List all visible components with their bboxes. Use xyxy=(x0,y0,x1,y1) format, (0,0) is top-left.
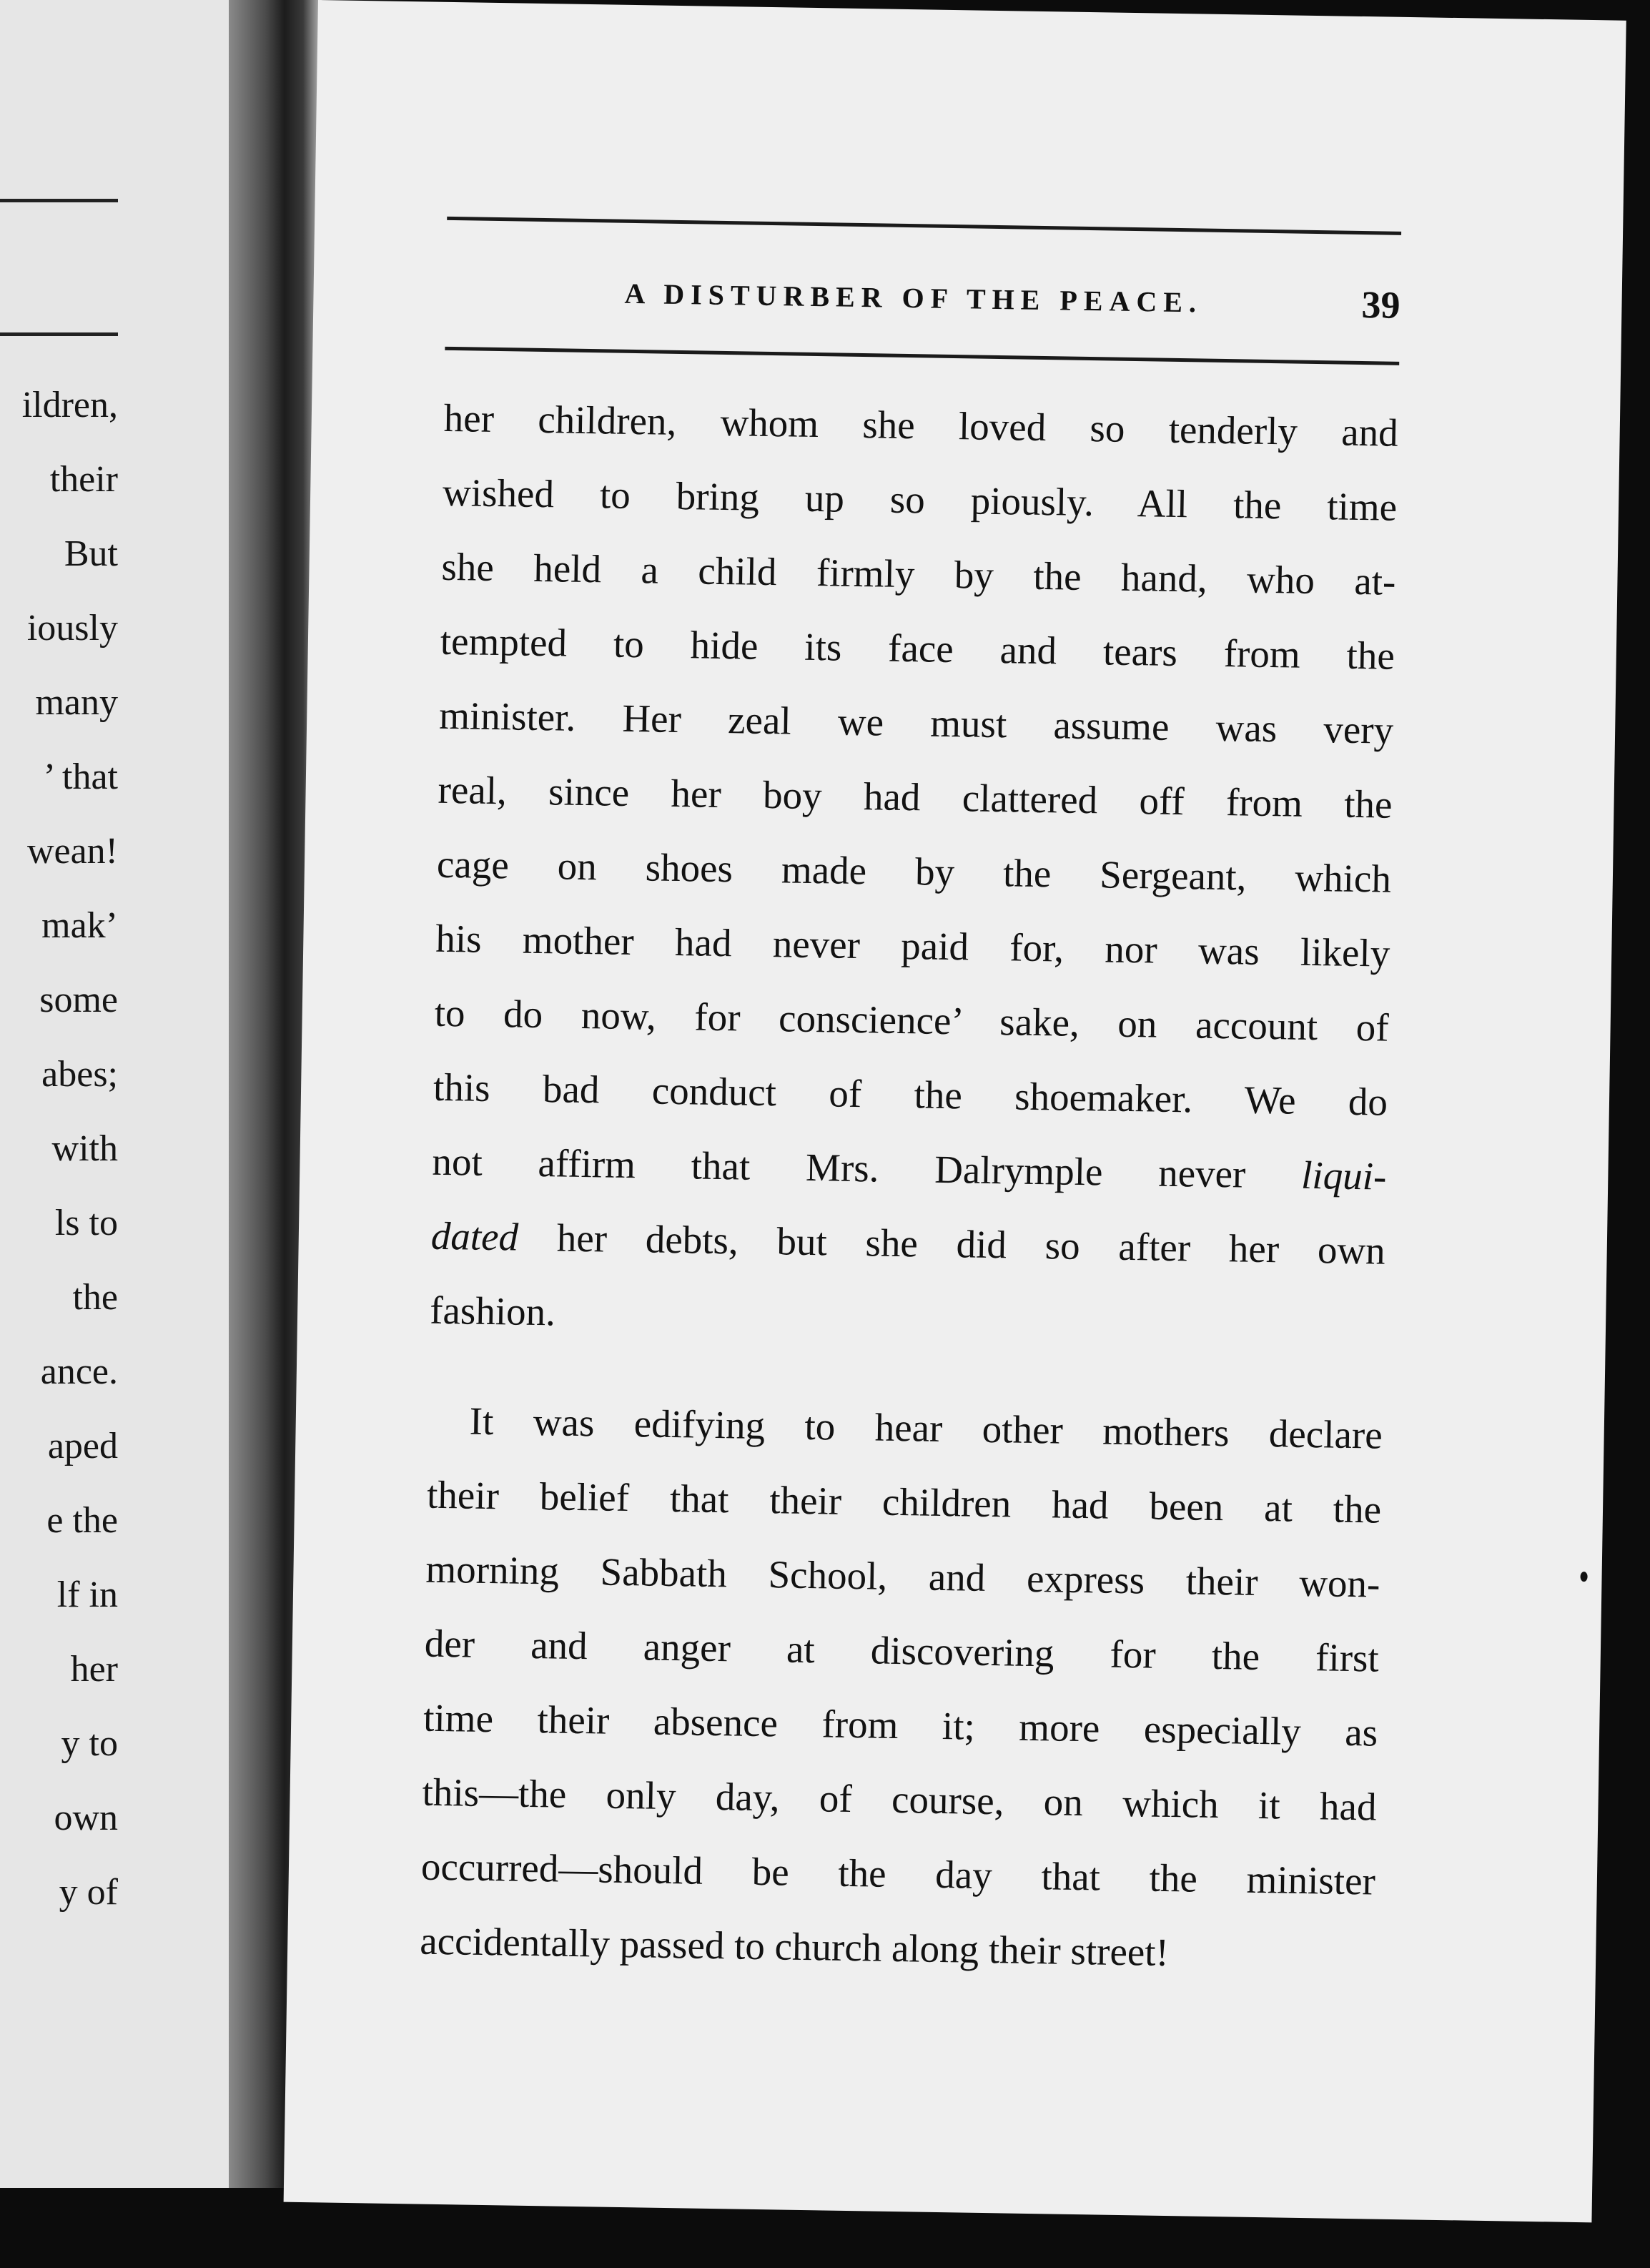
left-line: But xyxy=(64,533,118,574)
header-bottom-rule xyxy=(445,347,1399,365)
left-facing-page xyxy=(0,0,236,2188)
left-line: iously xyxy=(26,608,118,649)
paragraph-1-line: dated her debts, but she did so after her own xyxy=(430,1213,1386,1273)
paragraph-1-line: minister. Her zeal we must assume was very xyxy=(438,693,1394,752)
left-line: mak’ xyxy=(41,905,118,946)
left-line: the xyxy=(72,1277,118,1318)
left-line: ildren, xyxy=(21,385,118,425)
left-line: y of xyxy=(59,1872,118,1913)
paragraph-2-line: this—the only day, of course, on which it had xyxy=(422,1770,1377,1829)
left-page-top-rule xyxy=(0,199,118,202)
left-line: e the xyxy=(46,1500,118,1541)
left-line: aped xyxy=(47,1426,118,1466)
paragraph-2-line: It was edifying to hear other mothers declare xyxy=(469,1399,1383,1457)
left-line: ’ that xyxy=(43,756,118,797)
left-line: their xyxy=(49,459,118,500)
left-line: ls to xyxy=(54,1203,118,1243)
left-line: some xyxy=(39,980,118,1020)
left-line: with xyxy=(51,1128,118,1169)
paragraph-1-line: her children, whom she loved so tenderly and xyxy=(443,395,1399,455)
paragraph-1-line: fashion. xyxy=(429,1288,556,1334)
paragraph-2-line: morning Sabbath School, and express their won- xyxy=(425,1547,1380,1606)
paragraph-1-line: to do now, for conscience’ sake, on account of xyxy=(434,990,1390,1050)
header-top-rule xyxy=(447,217,1401,235)
right-page xyxy=(284,0,1626,2222)
left-line: own xyxy=(54,1798,118,1838)
left-line: many xyxy=(35,682,118,723)
paragraph-1-line: she held a child firmly by the hand, who at- xyxy=(441,544,1396,603)
left-line: lf in xyxy=(56,1574,118,1615)
running-head xyxy=(445,268,1400,333)
left-line: her xyxy=(70,1649,118,1690)
paragraph-2-line: occurred—should be the day that the minister xyxy=(420,1844,1376,1903)
paragraph-1-line: cage on shoes made by the Sergeant, which xyxy=(436,842,1392,901)
page-number: 39 xyxy=(1361,282,1400,327)
paragraph-1-line: not affirm that Mrs. Dalrymple never liqui- xyxy=(432,1139,1387,1198)
scan-speck xyxy=(1580,1572,1587,1582)
paragraph-1-line: tempted to hide its face and tears from the xyxy=(440,618,1395,678)
left-page-bottom-rule xyxy=(0,332,118,336)
paragraph-1-line: his mother had never paid for, nor was likely xyxy=(435,916,1390,975)
left-page-text-fragments xyxy=(22,368,118,1930)
paragraph-2-line: accidentally passed to church along their street! xyxy=(419,1918,1170,1975)
paragraph-2-line: time their absence from it; more especially as xyxy=(423,1695,1378,1755)
left-line: abes; xyxy=(41,1054,118,1095)
left-line: ance. xyxy=(40,1351,118,1392)
running-title: A DISTURBER OF THE PEACE. xyxy=(624,277,1203,319)
paragraph-1-line: wished to bring up so piously. All the time xyxy=(442,470,1398,529)
left-line: y to xyxy=(61,1723,118,1764)
paragraph-2-line: their belief that their children had been at the xyxy=(426,1472,1382,1532)
left-line: wean! xyxy=(26,831,118,872)
paragraph-2-line: der and anger at discovering for the first xyxy=(424,1621,1380,1680)
page-body-text xyxy=(420,381,1399,1993)
paragraph-1-line: real, since her boy had clattered off from the xyxy=(438,767,1393,827)
paragraph-1-line: this bad conduct of the shoemaker. We do xyxy=(433,1065,1388,1124)
